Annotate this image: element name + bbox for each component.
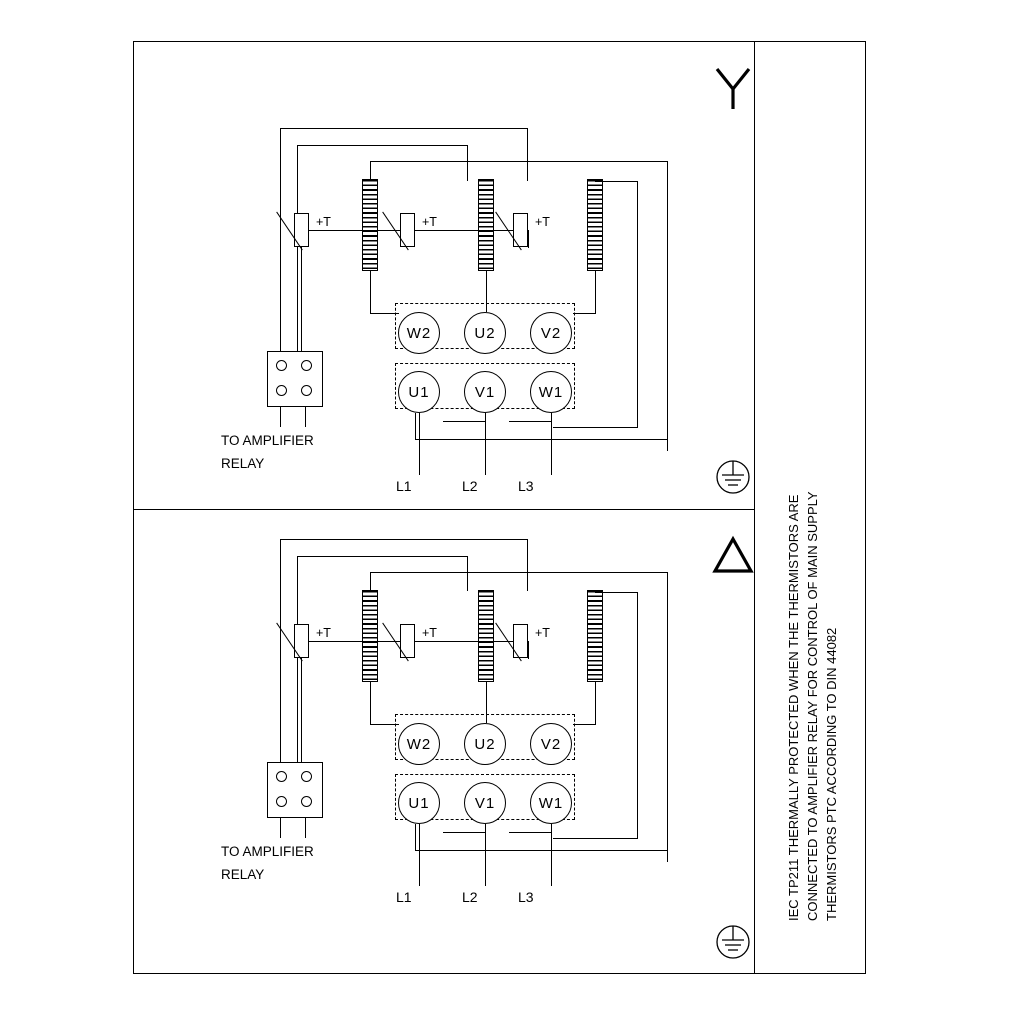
wire-therm3-down [528,641,529,659]
wire-coil2-to-u2 [486,271,487,312]
thermistor-label-3: +T [535,215,550,229]
wire-coil2-to-u2 [486,682,487,723]
wire-thermistor-bus-top [280,128,528,129]
wire-therm3-down [528,230,529,248]
wire-therm1-therm2 [309,641,401,642]
terminal-v2[interactable]: V2 [530,312,572,354]
phase-label-l3: L3 [518,889,534,905]
thermistor-slash-icon [495,212,522,251]
thermistor-label-3: +T [535,626,550,640]
wire-thermistor-bus-right3 [667,572,668,862]
phase-label-l2: L2 [462,889,478,905]
phase-label-l1: L1 [396,478,412,494]
terminal-u2[interactable]: U2 [464,723,506,765]
thermistor-1 [294,624,309,658]
wire-coil3-to-v2-h [573,724,596,725]
terminal-v2[interactable]: V2 [530,723,572,765]
wire-thermistor-bus-right [527,539,528,591]
amplifier-label-line2: RELAY [221,867,265,882]
wire-jumper-2 [509,832,551,833]
thermistor-label-2: +T [422,626,437,640]
thermistor-3 [513,213,528,247]
wire-delta-bottom [553,838,638,839]
winding-coil-1 [362,179,378,271]
note-line-3: THERMISTORS PTC ACCORDING TO DIN 44082 [824,627,839,921]
wire-connector-lead-left [280,407,281,427]
thermistor-label-1: +T [316,626,331,640]
terminal-u2[interactable]: U2 [464,312,506,354]
wire-therm2-therm3 [415,230,514,231]
thermistor-slash-icon [382,623,409,662]
wire-jumper-2 [509,421,551,422]
terminal-u1[interactable]: U1 [398,371,440,413]
wire-connector-lead-left [280,818,281,838]
wire-star-point-top [595,181,638,182]
wire-connector-lead-right [305,818,306,838]
wire-thermistor-bus-left2 [297,556,298,769]
wire-coil3-to-v2 [595,682,596,724]
thermistor-label-2: +T [422,215,437,229]
thermistor-slash-icon [495,623,522,662]
wire-coil1-to-w2 [370,271,371,313]
wire-star-point-bottom [553,427,638,428]
winding-coil-3 [587,590,603,682]
wire-coil3-to-v2-h [573,313,596,314]
phase-label-l1: L1 [396,889,412,905]
wire-thermistor-bus-top3 [370,572,667,573]
note-line-2: CONNECTED TO AMPLIFIER RELAY FOR CONTROL OF MAIN SUPPLY [805,491,820,921]
wire-star-point-right [637,181,638,427]
wire-thermistor-bus-top2 [297,145,467,146]
wire-connector-lead-right [305,407,306,427]
terminal-w2[interactable]: W2 [398,723,440,765]
connector-terminal-dot [276,385,287,396]
connector-terminal-dot [301,385,312,396]
note-column [754,41,866,974]
terminal-u1[interactable]: U1 [398,782,440,824]
wire-thermistor-bus-mid3 [370,161,371,179]
winding-coil-2 [478,590,494,682]
earth-symbol-icon [709,918,757,966]
wire-thermistor-bus-mid3 [370,572,371,590]
wire-thermistor-bus-right2 [467,556,468,591]
connector-terminal-dot [301,771,312,782]
wire-thermistor-bus-left2 [297,145,298,358]
wire-delta-right [637,592,638,838]
amplifier-connector-block[interactable] [267,351,323,407]
winding-coil-3 [587,179,603,271]
terminal-w2[interactable]: W2 [398,312,440,354]
connector-terminal-dot [301,796,312,807]
wire-delta-top [595,592,638,593]
wire-thermistor-bus-left [280,128,281,358]
amplifier-label-line1: TO AMPLIFIER [221,433,314,448]
wire-l3 [551,824,552,886]
wire-thermistor-bus-top2 [297,556,467,557]
wire-jumper-1 [443,832,485,833]
amplifier-label-line1: TO AMPLIFIER [221,844,314,859]
wire-delta-return [415,850,667,851]
wire-coil3-to-v2 [595,271,596,313]
wire-thermistor-bus-top [280,539,528,540]
wire-thermistor-bus-left [280,539,281,769]
thermistor-1 [294,213,309,247]
wire-jumper-1 [443,421,485,422]
thermistor-2 [400,213,415,247]
amplifier-connector-block[interactable] [267,762,323,818]
thermistor-3 [513,624,528,658]
delta-symbol-icon [709,531,757,579]
wire-l1 [419,824,420,886]
wire-coil1-to-w2 [370,682,371,724]
wire-therm1-therm2 [309,230,401,231]
terminal-w1[interactable]: W1 [530,371,572,413]
wire-l2 [485,824,486,886]
terminal-v1[interactable]: V1 [464,782,506,824]
wire-l2 [485,413,486,475]
wire-l1 [419,413,420,475]
earth-symbol-icon [709,453,757,501]
amplifier-label-line2: RELAY [221,456,265,471]
note-text-rotated [784,281,841,921]
panel-delta-connection [133,509,754,977]
note-line-1: IEC TP211 THERMALLY PROTECTED WHEN THE THERMISTORS ARE [786,494,801,921]
wire-thermistor-bus-top3 [370,161,667,162]
thermistor-slash-icon [382,212,409,251]
wire-l3 [551,413,552,475]
phase-label-l3: L3 [518,478,534,494]
star-symbol-icon [709,63,757,115]
wire-thermistor-bus-right2 [467,145,468,181]
wire-star-return-left [415,413,416,440]
wire-star-return [415,439,667,440]
wire-coil1-to-w2-h [370,313,399,314]
wire-thermistor-bus-right3 [667,161,668,451]
wire-therm2-therm3 [415,641,514,642]
thermistor-2 [400,624,415,658]
connector-terminal-dot [276,771,287,782]
terminal-v1[interactable]: V1 [464,371,506,413]
connector-terminal-dot [301,360,312,371]
connector-terminal-dot [276,360,287,371]
wire-therm1-down [301,247,302,358]
phase-label-l2: L2 [462,478,478,494]
terminal-w1[interactable]: W1 [530,782,572,824]
winding-coil-1 [362,590,378,682]
thermistor-label-1: +T [316,215,331,229]
wire-delta-return-left [415,824,416,851]
connector-terminal-dot [276,796,287,807]
winding-coil-2 [478,179,494,271]
panel-star-connection [133,41,754,509]
wire-coil1-to-w2-h [370,724,399,725]
wire-thermistor-bus-right [527,128,528,181]
wire-therm1-down [301,658,302,769]
